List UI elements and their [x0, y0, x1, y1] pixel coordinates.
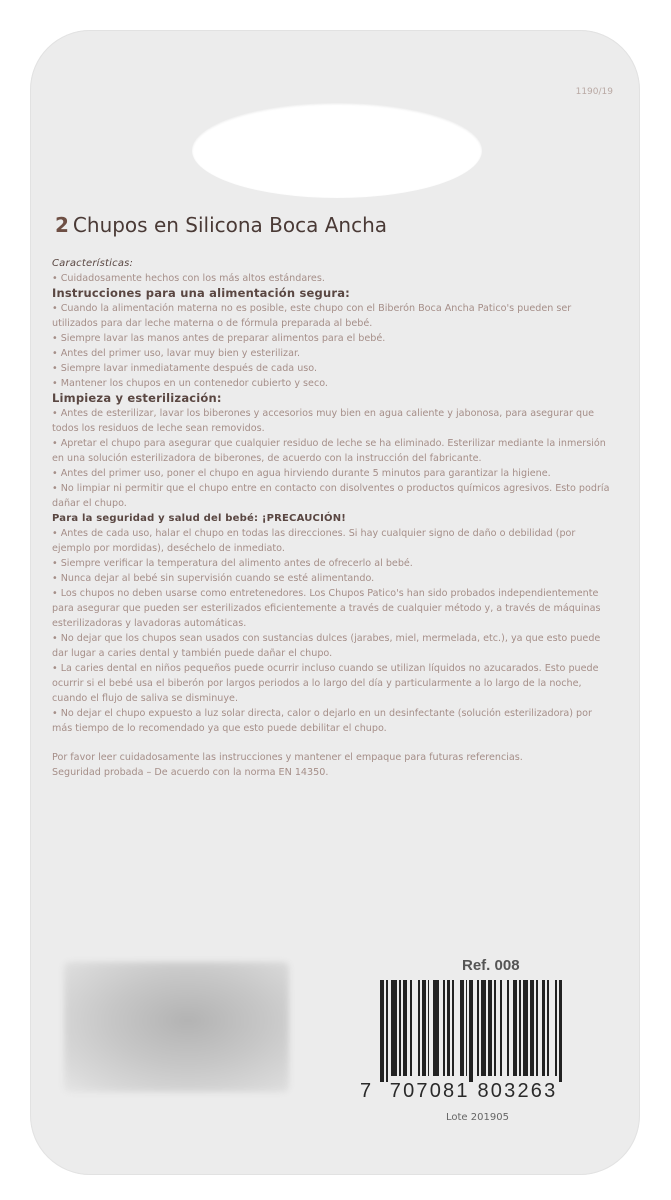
barcode-bar — [410, 980, 412, 1076]
list-item: • Antes de esterilizar, lavar los biberones y accesorios muy bien en agua caliente y jabonosa, para asegurar que todos los residuos de leche sean removidos. — [52, 408, 595, 434]
list-item: • Cuando la alimentación materna no es posible, este chupo con el Biberón Boca Ancha Patico's pueden ser utilizados para dar leche materna o de fórmula preparada al bebé. — [52, 303, 572, 329]
reference-number: Ref. 008 — [462, 957, 520, 974]
barcode-bar — [433, 980, 439, 1076]
barcode-group-1: 707081 — [389, 1080, 470, 1102]
barcode-bar — [466, 980, 468, 1076]
barcode-bar — [452, 980, 454, 1076]
barcode-bar — [391, 980, 397, 1076]
instructions-body — [52, 256, 612, 780]
footer-note: Seguridad probada – De acuerdo con la norma EN 14350. — [52, 767, 329, 778]
list-item: • Antes del primer uso, poner el chupo en agua hirviendo durante 5 minutos para garantizar la higiene. — [52, 468, 551, 479]
barcode-bar — [418, 980, 420, 1076]
list-item: • Siempre verificar la temperatura del alimento antes de ofrecerlo al bebé. — [52, 558, 413, 569]
barcode-bar — [500, 980, 502, 1076]
barcode-bar — [523, 980, 529, 1076]
list-item: • Siempre lavar inmediatamente después de cada uso. — [52, 363, 318, 374]
product-count: 2 — [55, 213, 69, 237]
list-item: • Antes de cada uso, halar el chupo en todas las direcciones. Si hay cualquier signo de daño o debilidad (por ejemplo por mordidas), deséchelo de inmediato. — [52, 528, 576, 554]
list-item: • Siempre lavar las manos antes de preparar alimentos para el bebé. — [52, 333, 386, 344]
barcode-bar — [460, 980, 464, 1076]
footer-notes — [52, 750, 612, 780]
footer-note: Por favor leer cuidadosamente las instrucciones y mantener el empaque para futuras referencias. — [52, 752, 523, 763]
barcode-bar — [477, 980, 479, 1076]
barcode-bar — [399, 980, 401, 1076]
section-cleaning — [52, 391, 612, 511]
barcode-bar — [507, 980, 509, 1076]
barcode-bar — [488, 980, 492, 1076]
barcode-digits — [360, 1080, 557, 1103]
list-item: • Los chupos no deben usarse como entretenedores. Los Chupos Patico's han sido probados independientemente para asegurar que pueden ser esterilizados eficientemente a través de cualquier método y, a través de máquinas esterilizadoras y lavadoras automáticas. — [52, 588, 601, 629]
product-name: Chupos en Silicona Boca Ancha — [72, 213, 388, 237]
barcode-first-digit: 7 — [360, 1080, 374, 1102]
list-item: • No limpiar ni permitir que el chupo entre en contacto con disolventes o productos químicos agresivos. Esto podría dañar el chupo. — [52, 483, 610, 509]
list-item: • Cuidadosamente hechos con los más altos estándares. — [52, 273, 325, 284]
list-item: • No dejar el chupo expuesto a luz solar directa, calor o dejarlo en un desinfectante (solución esterilizadora) por más tiempo de lo recomendado ya que esto puede debilitar el chupo. — [52, 708, 592, 734]
section-heading: Instrucciones para una alimentación segura: — [52, 286, 350, 300]
barcode-bar — [481, 980, 487, 1076]
section-caution — [52, 511, 612, 736]
barcode-bar — [519, 980, 521, 1076]
list-item: • Apretar el chupo para asegurar que cualquier residuo de leche se ha eliminado. Esterilizar mediante la inmersión en una solución esterilizadora de biberones, de acuerdo con la instrucción del fabricante. — [52, 438, 606, 464]
list-item: • Nunca dejar al bebé sin supervisión cuando se esté alimentando. — [52, 573, 375, 584]
barcode-bar — [555, 980, 557, 1076]
barcode-bar — [494, 980, 496, 1076]
section-heading: Para la seguridad y salud del bebé: ¡PRECAUCIÓN! — [52, 513, 347, 524]
barcode — [380, 980, 608, 1080]
list-item: • No dejar que los chupos sean usados con sustancias dulces (jarabes, miel, mermelada, etc.), ya que esto puede dar lugar a caries dental y también puede dañar el chupo. — [52, 633, 601, 659]
barcode-bar — [386, 980, 388, 1082]
list-item: • La caries dental en niños pequeños puede ocurrir incluso cuando se utilizan líquidos no azucarados. Esto puede ocurrir si el bebé usa el biberón por largos periodos a lo largo del día y particularmente a lo largo de la noche, cuando el flujo de saliva se disminuye. — [52, 663, 599, 704]
barcode-bar — [513, 980, 517, 1076]
barcode-bar — [380, 980, 384, 1082]
list-item: • Mantener los chupos en un contenedor cubierto y seco. — [52, 378, 328, 389]
barcode-bar — [422, 980, 426, 1076]
section-features — [52, 256, 612, 286]
barcode-bars — [380, 980, 608, 1082]
barcode-bar — [447, 980, 451, 1076]
barcode-bar — [559, 980, 563, 1082]
print-code: 1190/19 — [575, 87, 613, 97]
hanger-hole — [192, 103, 482, 198]
barcode-bar — [547, 980, 549, 1076]
list-item: • Antes del primer uso, lavar muy bien y esterilizar. — [52, 348, 301, 359]
barcode-bar — [542, 980, 546, 1076]
lot-number: Lote 201905 — [446, 1112, 509, 1123]
barcode-bar — [443, 980, 445, 1076]
barcode-group-2: 803263 — [477, 1080, 558, 1102]
blurred-label — [64, 962, 289, 1092]
section-heading: Limpieza y esterilización: — [52, 391, 222, 405]
barcode-bar — [403, 980, 407, 1076]
barcode-bar — [530, 980, 534, 1076]
barcode-bar — [428, 980, 430, 1076]
section-safe-feeding — [52, 286, 612, 391]
product-title — [55, 213, 387, 237]
section-heading: Características: — [52, 258, 134, 269]
barcode-bar — [469, 980, 473, 1082]
barcode-bar — [536, 980, 538, 1076]
